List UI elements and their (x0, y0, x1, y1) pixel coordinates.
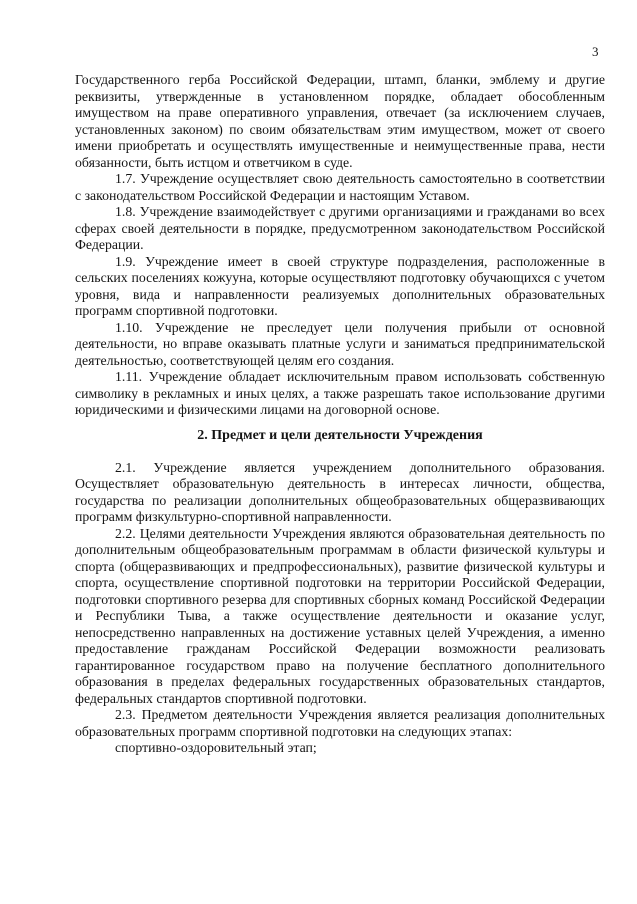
paragraph-1-11: 1.11. Учреждение обладает исключительным правом использовать собственную символику в рекламных и иных целях, а также разрешать такое использование другими юридическими и физическими лицами на договорной основе. (75, 369, 605, 417)
paragraph-2-3: 2.3. Предметом деятельности Учреждения является реализация дополнительных образовательных программ спортивной подготовки на следующих этапах: (75, 707, 605, 739)
paragraph-2-1: 2.1. Учреждение является учреждением дополнительного образования. Осуществляет образовательную деятельность в интересах личности, общества, государства по реализации дополнительных общеобразовательных общеразвивающих программ физкультурно-спортивной направленности. (75, 459, 605, 524)
paragraph-2-2: 2.2. Целями деятельности Учреждения являются образовательная деятельность по дополнительным общеобразовательным программам в области физической культуры и спорта (общеразвивающих и предпрофессиональных), развитие физической культуры и спорта, осуществление спортивной подготовки на территории Российской Федерации, подготовки спортивного резерва для спортивных сборных команд Российской Федерации и Республики Тыва, а также осуществление деятельности и оказание услуг, непосредственно направленных на достижение уставных целей Учреждения, а именно предоставление гражданам Российской Федерации возможности реализовать гарантированное государством право на получение бесплатного дополнительного образования в пределах федеральных государственных образовательных стандартов, федеральных стандартов спортивной подготовки. (75, 525, 605, 706)
document-body (75, 72, 605, 757)
paragraph-1-10: 1.10. Учреждение не преследует цели получения прибыли от основной деятельности, но вправе оказывать платные услуги и заниматься предпринимательской деятельностью, соответствующей целям его создания. (75, 319, 605, 368)
paragraph-1-7: 1.7. Учреждение осуществляет свою деятельность самостоятельно в соответствии с законодательством Российской Федерации и настоящим Уставом. (75, 171, 605, 203)
section-heading: 2. Предмет и цели деятельности Учреждения (197, 427, 483, 443)
list-item: спортивно-оздоровительный этап; (115, 740, 317, 755)
paragraph-1-9: 1.9. Учреждение имеет в своей структуре подразделения, расположенные в сельских поселениях кожууна, которые осуществляют подготовку обучающихся с учетом уровня, вида и направленности реализуемых дополнительных образовательных программ спортивной подготовки. (75, 253, 605, 318)
page-number: 3 (592, 44, 599, 59)
paragraph-continuation: Государственного герба Российской Федерации, штамп, бланки, эмблему и другие реквизиты, утвержденные в установленном порядке, обладает обособленным имуществом на праве оперативного управления, отвечает (за исключением случаев, установленных законом) по своим обязательствам этим имуществом, может от своего имени приобретать и осуществлять имущественные и неимущественные права, нести обязанности, быть истцом и ответчиком в суде. (75, 72, 605, 170)
paragraph-1-8: 1.8. Учреждение взаимодействует с другими организациями и гражданами во всех сферах своей деятельности в порядке, предусмотренном законодательством Российской Федерации. (75, 204, 605, 252)
